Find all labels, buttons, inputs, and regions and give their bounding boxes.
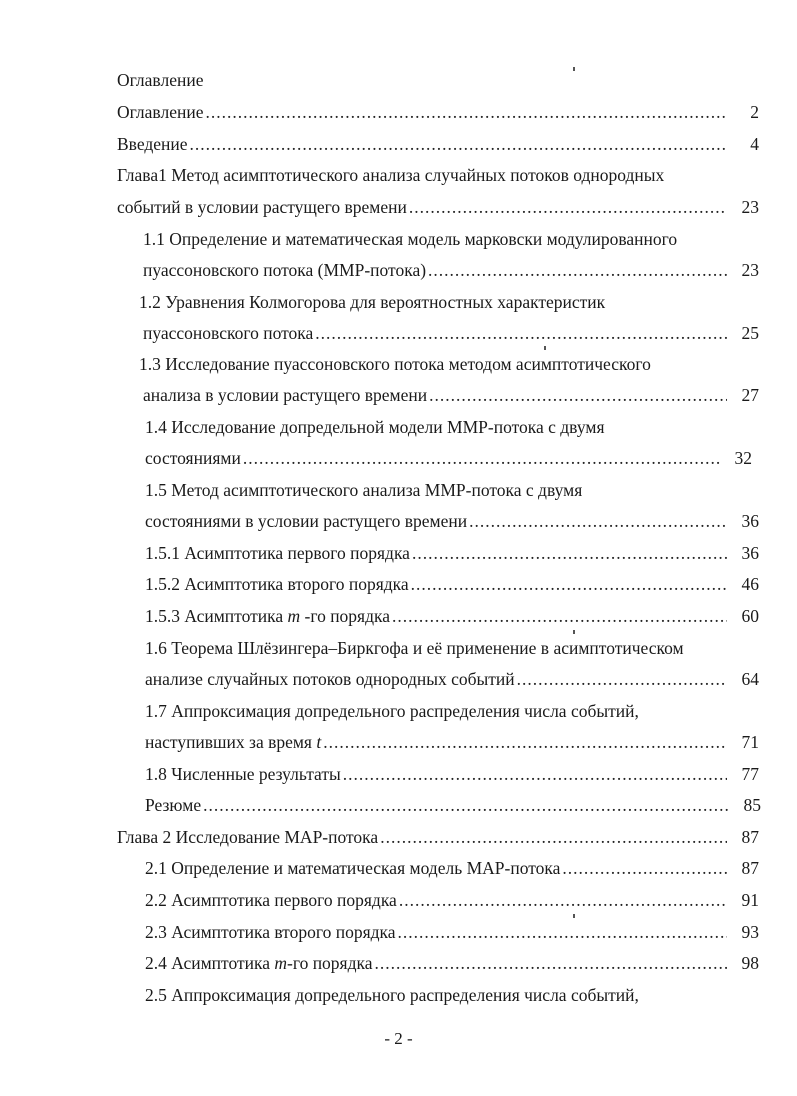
scan-speck — [544, 346, 546, 350]
toc-entry-chapter-1 — [117, 195, 759, 219]
toc-entry-1-5-line1: 1.5 Метод асимптотического анализа ММР-потока с двумя — [145, 480, 583, 500]
toc-entry-1-5-1 — [145, 541, 759, 565]
toc-entry-label: 1.5.2 Асимптотика второго порядка — [145, 574, 409, 594]
label-text: -го порядка — [300, 606, 391, 626]
dot-leader — [343, 762, 727, 786]
dot-leader — [205, 100, 727, 124]
dot-leader — [375, 951, 727, 975]
dot-leader — [409, 195, 727, 219]
toc-page-number: 98 — [741, 953, 759, 973]
toc-entry-1-3 — [143, 383, 759, 407]
toc-entry-introduction — [117, 132, 759, 156]
toc-page-number: 91 — [741, 890, 759, 910]
toc-entry-1-2-line1: 1.2 Уравнения Колмогорова для вероятностных характеристик — [139, 292, 606, 312]
dot-leader — [380, 825, 727, 849]
toc-entry-summary — [145, 793, 761, 817]
toc-entry-label: Резюме — [145, 795, 202, 815]
toc-entry-label: 1.5.1 Асимптотика первого порядка — [145, 543, 410, 563]
toc-entry-label: анализе случайных потоков однородных событий — [145, 669, 515, 689]
page-number-footer: - 2 - — [384, 1029, 413, 1048]
toc-entry-label: Введение — [117, 134, 188, 154]
toc-entry-1-6 — [145, 667, 759, 691]
toc-entry-1-2 — [143, 321, 759, 345]
toc-entry-label: 1.8 Численные результаты — [145, 764, 341, 784]
dot-leader — [428, 258, 727, 282]
toc-page-number: 46 — [741, 574, 759, 594]
toc-page-number: 36 — [741, 543, 759, 563]
toc-page-number: 4 — [750, 134, 759, 154]
toc-entry-label — [145, 604, 390, 628]
dot-leader — [203, 793, 729, 817]
math-variable: m — [287, 606, 301, 626]
label-text: 2.4 Асимптотика — [145, 953, 275, 973]
toc-page-number: 64 — [741, 669, 759, 689]
toc-entry-label: состояниями — [145, 448, 241, 468]
toc-entry-label: событий в условии растущего времени — [117, 197, 407, 217]
toc-page-number: 2 — [750, 102, 759, 122]
toc-entry-2-1 — [145, 856, 759, 880]
toc-entry-1-7-line1: 1.7 Аппроксимация допредельного распределения числа событий, — [145, 701, 639, 721]
label-text: -го порядка — [287, 953, 373, 973]
toc-entry-1-3-line1: 1.3 Исследование пуассоновского потока методом асимптотического — [139, 354, 651, 374]
dot-leader — [190, 132, 727, 156]
toc-entry-2-5-line1: 2.5 Аппроксимация допредельного распределения числа событий, — [145, 985, 639, 1005]
math-variable: t — [316, 732, 322, 752]
toc-entry-2-4 — [145, 951, 759, 975]
toc-page-number: 71 — [741, 732, 759, 752]
toc-entry-label: анализа в условии растущего времени — [143, 385, 428, 405]
toc-entry-label: пуассоновского потока (ММР-потока) — [143, 260, 427, 280]
toc-entry-1-5-3 — [145, 604, 759, 628]
toc-entry-1-5-2 — [145, 572, 759, 596]
math-variable: m — [274, 953, 287, 973]
toc-heading: Оглавление — [117, 70, 204, 90]
toc-entry-2-2 — [145, 888, 759, 912]
dot-leader — [429, 383, 727, 407]
toc-entry-1-4 — [145, 446, 752, 470]
toc-entry-1-8 — [145, 762, 759, 786]
toc-entry-chapter-1-line1: Глава1 Метод асимптотического анализа случайных потоков однородных — [117, 165, 665, 185]
toc-entry-1-4-line1: 1.4 Исследование допредельной модели ММР-потока с двумя — [145, 417, 605, 437]
toc-entry-label: состояниями в условии растущего времени — [145, 511, 468, 531]
toc-page-number: 87 — [741, 827, 759, 847]
scan-speck — [573, 67, 575, 71]
dot-leader — [517, 667, 727, 691]
scan-speck — [573, 914, 575, 918]
dot-leader — [398, 920, 727, 944]
label-text: наступивших за время — [145, 732, 317, 752]
dot-leader — [412, 541, 727, 565]
toc-page-number: 85 — [743, 795, 761, 815]
toc-entry-label: пуассоновского потока — [143, 323, 314, 343]
toc-entry-1-5 — [145, 509, 759, 533]
toc-entry-label: Оглавление — [117, 102, 204, 122]
toc-entry-label: 2.3 Асимптотика второго порядка — [145, 922, 396, 942]
toc-entry-contents — [117, 100, 759, 124]
dot-leader — [315, 321, 727, 345]
toc-entry-1-1 — [143, 258, 759, 282]
toc-entry-label: Глава 2 Исследование МАР-потока — [117, 827, 379, 847]
dot-leader — [399, 888, 727, 912]
dot-leader — [469, 509, 727, 533]
toc-entry-chapter-2 — [117, 825, 759, 849]
dot-leader — [562, 856, 727, 880]
dot-leader — [392, 604, 727, 628]
toc-page-number: 23 — [741, 197, 759, 217]
dot-leader — [411, 572, 727, 596]
dot-leader — [243, 446, 720, 470]
toc-page-number: 77 — [741, 764, 759, 784]
toc-page-number: 60 — [741, 606, 759, 626]
toc-entry-label — [145, 951, 373, 975]
toc-page-number: 36 — [741, 511, 759, 531]
toc-page-number: 32 — [734, 448, 752, 468]
toc-entry-1-1-line1: 1.1 Определение и математическая модель марковски модулированного — [143, 229, 678, 249]
toc-page-number: 87 — [741, 858, 759, 878]
dot-leader — [323, 730, 727, 754]
toc-page-number: 93 — [741, 922, 759, 942]
toc-entry-label: 2.2 Асимптотика первого порядка — [145, 890, 397, 910]
toc-page-number: 27 — [741, 385, 759, 405]
toc-entry-2-3 — [145, 920, 759, 944]
toc-page-number: 23 — [741, 260, 759, 280]
toc-entry-1-7 — [145, 730, 759, 754]
scan-speck — [573, 630, 575, 634]
label-text: 1.5.3 Асимптотика — [145, 606, 288, 626]
toc-page-number: 25 — [741, 323, 759, 343]
toc-entry-1-6-line1: 1.6 Теорема Шлёзингера–Биркгофа и её применение в асимптотическом — [145, 638, 684, 658]
toc-entry-label — [145, 730, 321, 754]
toc-entry-label: 2.1 Определение и математическая модель МАР-потока — [145, 858, 561, 878]
